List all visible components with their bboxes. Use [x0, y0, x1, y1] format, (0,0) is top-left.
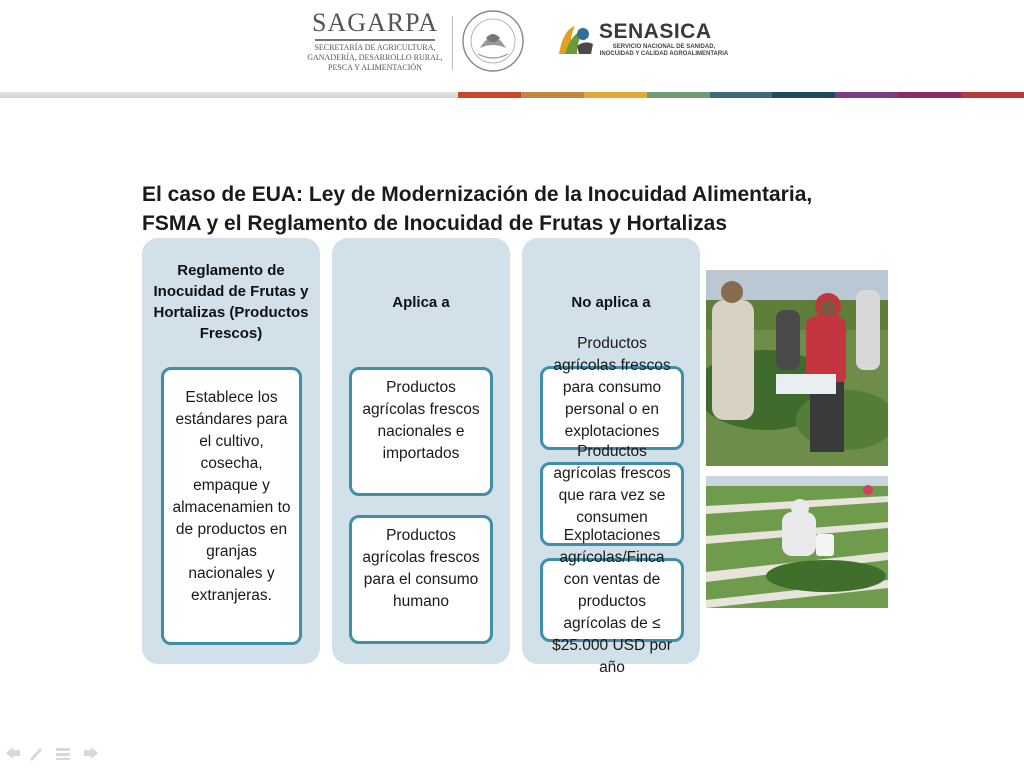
strawberry-field-photo	[706, 476, 888, 608]
prev-arrow-icon[interactable]	[6, 747, 20, 759]
applies-box-national-imported: Productos agrícolas frescos nacionales e importados	[349, 367, 493, 496]
sagarpa-subtitle-2: GANADERÍA, DESARROLLO RURAL,	[307, 53, 443, 62]
senasica-logo	[555, 18, 729, 68]
next-arrow-icon[interactable]	[84, 747, 98, 759]
field-workers-photo	[706, 270, 888, 466]
header-bar	[0, 0, 1024, 92]
sagarpa-divider	[315, 39, 435, 41]
slide-nav-controls	[4, 744, 104, 762]
column-not-applies	[522, 238, 700, 676]
column-rule	[142, 238, 320, 664]
not-applies-box-personal-use	[540, 335, 684, 450]
color-stripe-segment	[584, 92, 647, 98]
sagarpa-subtitle-3: PESCA Y ALIMENTACIÓN	[328, 63, 422, 72]
title-line-1: El caso de EUA: Ley de Modernización de la Inocuidad Alimentaria,	[142, 183, 813, 206]
mexican-seal-icon	[460, 8, 526, 74]
rule-description-box: Establece los estándares para el cultivo, cosecha, empaque y almacenamien to de productos en granjas nacionales y extranjeras.	[161, 367, 302, 645]
color-stripe-segment	[772, 92, 835, 98]
color-stripe-segment	[961, 92, 1024, 98]
color-stripe-segment	[710, 92, 773, 98]
color-stripe-segment	[458, 92, 521, 98]
pen-icon[interactable]	[30, 748, 42, 761]
column-applies	[332, 238, 510, 664]
menu-icon[interactable]	[56, 748, 70, 760]
senasica-tagline: SERVICIO NACIONAL DE SANIDAD, INOCUIDAD Y CALIDAD AGROALIMENTARIA	[599, 44, 729, 57]
senasica-name: SENASICA	[599, 20, 712, 43]
color-stripe-segment	[835, 92, 898, 98]
not-applies-text-personal-use: Productos agrícolas frescos para consumo personal o en explotaciones	[553, 335, 671, 440]
not-applies-text-rarely-consumed: Productos agrícolas frescos que rara vez se consumen	[553, 443, 671, 526]
logo-separator	[452, 16, 453, 70]
applies-box-human-consumption: Productos agrícolas frescos para el consumo humano	[349, 515, 493, 644]
color-stripe-segment	[898, 92, 961, 98]
sagarpa-logo	[300, 8, 450, 80]
title-line-2: FSMA y el Reglamento de Inocuidad de Frutas y Hortalizas	[142, 212, 728, 235]
senasica-emblem-icon	[555, 20, 595, 60]
column-not-applies-heading: No aplica a	[571, 294, 651, 311]
color-stripe-bar	[458, 92, 1024, 98]
color-stripe-segment	[647, 92, 710, 98]
color-stripe-segment	[521, 92, 584, 98]
column-rule-heading: Reglamento de Inocuidad de Frutas y Hortalizas (Productos Frescos)	[153, 262, 309, 342]
column-applies-heading: Aplica a	[392, 294, 450, 311]
not-applies-box-small-farms	[540, 527, 684, 676]
sagarpa-name: SAGARPA	[312, 8, 438, 37]
not-applies-text-small-farms: Explotaciones agrícolas/Finca con ventas de productos agrícolas de ≤ $25.000 USD por año	[552, 527, 672, 676]
slide-title	[142, 180, 882, 238]
sagarpa-subtitle-1: SECRETARÍA DE AGRICULTURA,	[314, 43, 436, 52]
